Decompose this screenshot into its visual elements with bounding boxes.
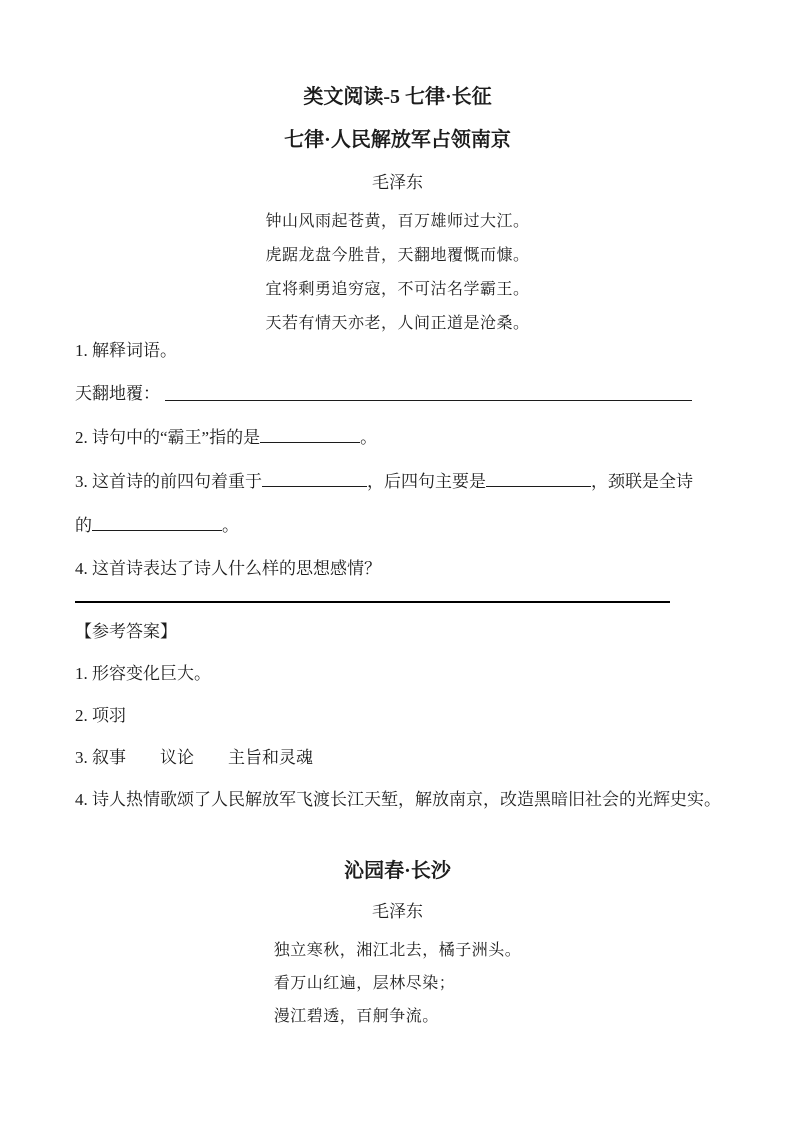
poem1-line-1: 钟山风雨起苍黄，百万雄师过大江。 (265, 213, 530, 230)
question-3-text-1: 3. 这首诗的前四句着重于 (75, 472, 262, 491)
poem1-text (265, 205, 529, 341)
poem2-line-3: 漫江碧透，百舸争流。 (273, 1008, 439, 1025)
question-2-text: 2. 诗句中的“霸王”指的是 (75, 428, 261, 447)
question-1-term-label: 天翻地覆： (75, 384, 160, 403)
question-3-line-2 (75, 515, 720, 536)
poem1-title: 七律·人民解放军占领南京 (284, 129, 511, 151)
answer-1: 1. 形容变化巨大。 (75, 664, 211, 683)
poem2-author: 毛泽东 (372, 902, 423, 921)
question-3-text-2: ，后四句主要是 (367, 472, 486, 491)
answer-blank (262, 471, 367, 487)
answer-2: 2. 项羽 (75, 706, 126, 725)
poem1-author: 毛泽东 (372, 173, 423, 192)
poem1-line-4: 天若有情天亦老，人间正道是沧桑。 (265, 315, 530, 332)
question-4: 4. 这首诗表达了诗人什么样的思想感情？ (75, 559, 381, 578)
poem1-line-2: 虎踞龙盘今胜昔，天翻地覆慨而慷。 (265, 247, 530, 264)
poem2-title: 沁园春·长沙 (344, 860, 451, 882)
poem1-line-3: 宜将剩勇追穷寇，不可沽名学霸王。 (265, 281, 530, 298)
question-2-period: 。 (360, 428, 378, 447)
answer-blank (260, 427, 360, 443)
question-3-text-3: ，颈联是全诗 (591, 472, 693, 491)
section-divider-rule (75, 601, 670, 603)
answer-4: 4. 诗人热情歌颂了人民解放军飞渡长江天堑，解放南京，改造黑暗旧社会的光辉史实。 (75, 790, 721, 809)
answer-blank (92, 515, 222, 531)
answer-blank (486, 471, 591, 487)
question-3-line-1 (75, 471, 720, 492)
question-3-period: 。 (222, 516, 239, 535)
questions-section (75, 341, 720, 579)
poem2-line-2: 看万山红遍，层林尽染； (273, 975, 456, 992)
answer-3: 3. 叙事 议论 主旨和灵魂 (75, 748, 313, 767)
poem2-text (274, 934, 522, 1033)
question-1: 1. 解释词语。 (75, 341, 177, 360)
answer-blank-long (165, 400, 692, 401)
question-2 (75, 427, 720, 448)
answers-heading: 【参考答案】 (75, 622, 177, 641)
question-1-answer-row (75, 384, 720, 404)
document-title: 类文阅读-5 七律·长征 (303, 86, 492, 108)
question-3-text-4: 的 (75, 516, 92, 535)
poem2-line-1: 独立寒秋，湘江北去，橘子洲头。 (273, 942, 522, 959)
